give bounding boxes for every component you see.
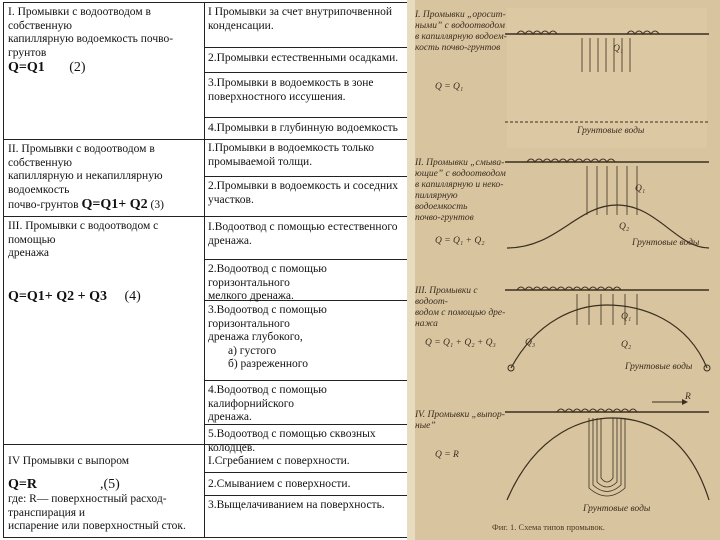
text-line: 4.Водоотвод с помощью калифорнийского	[208, 384, 327, 410]
sub-separator	[204, 380, 410, 381]
right-cell	[208, 52, 406, 66]
panel-3-label: Q₂	[621, 340, 632, 350]
text-line: 2.Водоотвод с помощью горизонтального	[208, 263, 327, 289]
text-line: капиллярную водоемкость почво-грунтов	[8, 33, 174, 59]
right-cell	[208, 478, 406, 492]
text-line: дренажа.	[208, 234, 252, 247]
sub-separator	[204, 176, 410, 177]
formula-text: Q=R	[8, 476, 37, 492]
sub-separator	[204, 117, 410, 118]
left-cell-3	[8, 220, 202, 305]
text-line: почво-грунтов	[415, 212, 474, 223]
text-line: I.Промывки в водоемкость только	[208, 142, 375, 154]
text-line: III. Промывки с водоот-	[415, 286, 478, 307]
row-separator-1	[3, 139, 410, 140]
row-separator-2	[3, 216, 410, 217]
panel-3-label: Q₃	[525, 338, 536, 348]
right-cell	[208, 221, 406, 248]
sub-separator	[204, 72, 410, 73]
text-line: нажа	[415, 318, 438, 329]
text-line: III. Промывки с водоотводом с помощью	[8, 220, 159, 246]
formula-text: Q=Q1	[8, 60, 45, 76]
formula	[8, 289, 202, 306]
text-line: II. Промывки с водоотводом в собственную	[8, 143, 155, 169]
right-cell	[208, 77, 406, 104]
text-line: I. Промывки с водоотводом в собственную	[8, 6, 151, 32]
right-cell	[208, 6, 406, 33]
panel-3-heading	[415, 286, 510, 330]
formula	[8, 60, 202, 77]
text-line: ными” с водоотводом	[415, 20, 505, 31]
sub-separator	[204, 495, 410, 496]
text-line: 2.Промывки в водоемкость и соседних	[208, 180, 399, 192]
right-cell	[208, 455, 406, 469]
panel-2-heading	[415, 158, 510, 224]
table-border-bottom	[3, 537, 410, 538]
text-line: 3.Выщелачиванием на поверхность.	[208, 499, 385, 511]
text-line: 2.Смыванием с поверхности.	[208, 478, 351, 490]
text-line: промываемой толщи.	[208, 155, 313, 168]
text-line: конденсации.	[208, 19, 274, 32]
panel-1-label: Q₁	[613, 44, 624, 54]
text-line: II. Промывки „смыва-	[415, 158, 505, 168]
text-line: пиллярную водоемкость	[415, 190, 468, 212]
text-line: дренажа	[8, 247, 50, 260]
panel-4-heading	[415, 410, 510, 432]
text-line: I Промывки за счет внутрипочвенной	[208, 6, 392, 18]
table-column-divider	[204, 2, 205, 538]
sub-separator	[204, 259, 410, 260]
text-line: 3.Водоотвод с помощью горизонтального	[208, 304, 327, 330]
text-line: дренажа глубокого,	[208, 331, 303, 344]
text-line: в капиллярную и неко-	[415, 179, 504, 190]
right-cell	[208, 304, 406, 372]
text-line: водом с помощью дре-	[415, 307, 506, 318]
text-line: поверхностного иссушения.	[208, 90, 346, 103]
text-line: ные”	[415, 420, 436, 431]
panel-2-groundwater: Грунтовые воды	[632, 238, 700, 248]
text-line: в капиллярную водоем-	[415, 31, 507, 42]
text-line: IV. Промывки „выпор-	[415, 410, 505, 420]
right-cell	[208, 142, 406, 169]
panel-1-heading	[415, 10, 510, 54]
panel-3-groundwater: Грунтовые воды	[625, 362, 693, 372]
text-line: дренажа.	[208, 411, 252, 424]
panel-3-formula: Q = Q₁ + Q₂ + Q₃	[425, 338, 496, 348]
text-line: капиллярную и некапиллярную водоемкость	[8, 170, 163, 196]
left-cell-2	[8, 143, 202, 214]
right-cell	[208, 122, 406, 136]
figure-caption: Фиг. 1. Схема типов промывок.	[492, 522, 605, 532]
panel-4-formula: Q = R	[435, 450, 459, 460]
formula-number: (3)	[150, 199, 164, 212]
text-line: мелкого дренажа.	[208, 290, 294, 303]
table-border-left	[3, 2, 4, 538]
table-border-top	[3, 2, 410, 3]
text-line: I. Промывки „оросит-	[415, 10, 506, 20]
formula-number: ,(5)	[99, 476, 120, 492]
formula-text: Q=Q1+ Q2	[81, 197, 148, 213]
text-line: 5.Водоотвод с помощью сквозных колодцев.	[208, 428, 376, 454]
panel-3-label: Q₁	[621, 312, 632, 322]
sub-separator	[204, 472, 410, 473]
text-line-with-formula	[8, 197, 202, 214]
left-cell-1	[8, 6, 202, 77]
left-cell-4	[8, 455, 202, 534]
right-cell	[208, 384, 406, 425]
text-line: 2.Промывки естественными осадками.	[208, 52, 399, 64]
right-cell	[208, 428, 406, 455]
text-line: кость почво-грунтов	[415, 42, 501, 53]
text-line: IV Промывки с выпором	[8, 455, 130, 467]
text-line: почво-грунтов	[8, 199, 79, 212]
panel-1-groundwater: Грунтовые воды	[577, 126, 645, 136]
formula-number: (4)	[124, 288, 141, 304]
sub-separator	[204, 47, 410, 48]
text-line: I.Водоотвод с помощью естественного	[208, 221, 398, 233]
text-line: 4.Промывки в глубинную водоемкость	[208, 122, 398, 134]
text-line: испарение или поверхностный сток.	[8, 520, 186, 533]
panel-4-groundwater: Грунтовые воды	[583, 504, 651, 514]
formula-text: Q=Q1+ Q2 + Q3	[8, 288, 107, 304]
text-line: I.Сгребанием с поверхности.	[208, 455, 350, 467]
scanned-figure	[407, 0, 720, 540]
text-line: а) густого	[228, 344, 277, 357]
text-line: 3.Промывки в водоемкость в зоне	[208, 77, 374, 89]
right-cell	[208, 180, 406, 207]
panel-2-formula: Q = Q₁ + Q₂	[435, 236, 485, 246]
formula-number: (2)	[69, 60, 86, 76]
panel-2-label: Q₂	[619, 222, 630, 232]
text-line: участков.	[208, 193, 254, 206]
right-cell	[208, 499, 406, 513]
text-line: где: R— поверхностный расход-транспирация и	[8, 493, 167, 519]
text-line: ющие” с водоотводом	[415, 168, 506, 179]
text-line: б) разреженного	[228, 358, 308, 371]
panel-2-label: Q₁	[635, 184, 646, 194]
right-cell	[208, 263, 406, 304]
formula	[8, 477, 202, 494]
panel-4-label: R	[685, 392, 691, 402]
panel-1-formula: Q = Q₁	[435, 82, 464, 92]
